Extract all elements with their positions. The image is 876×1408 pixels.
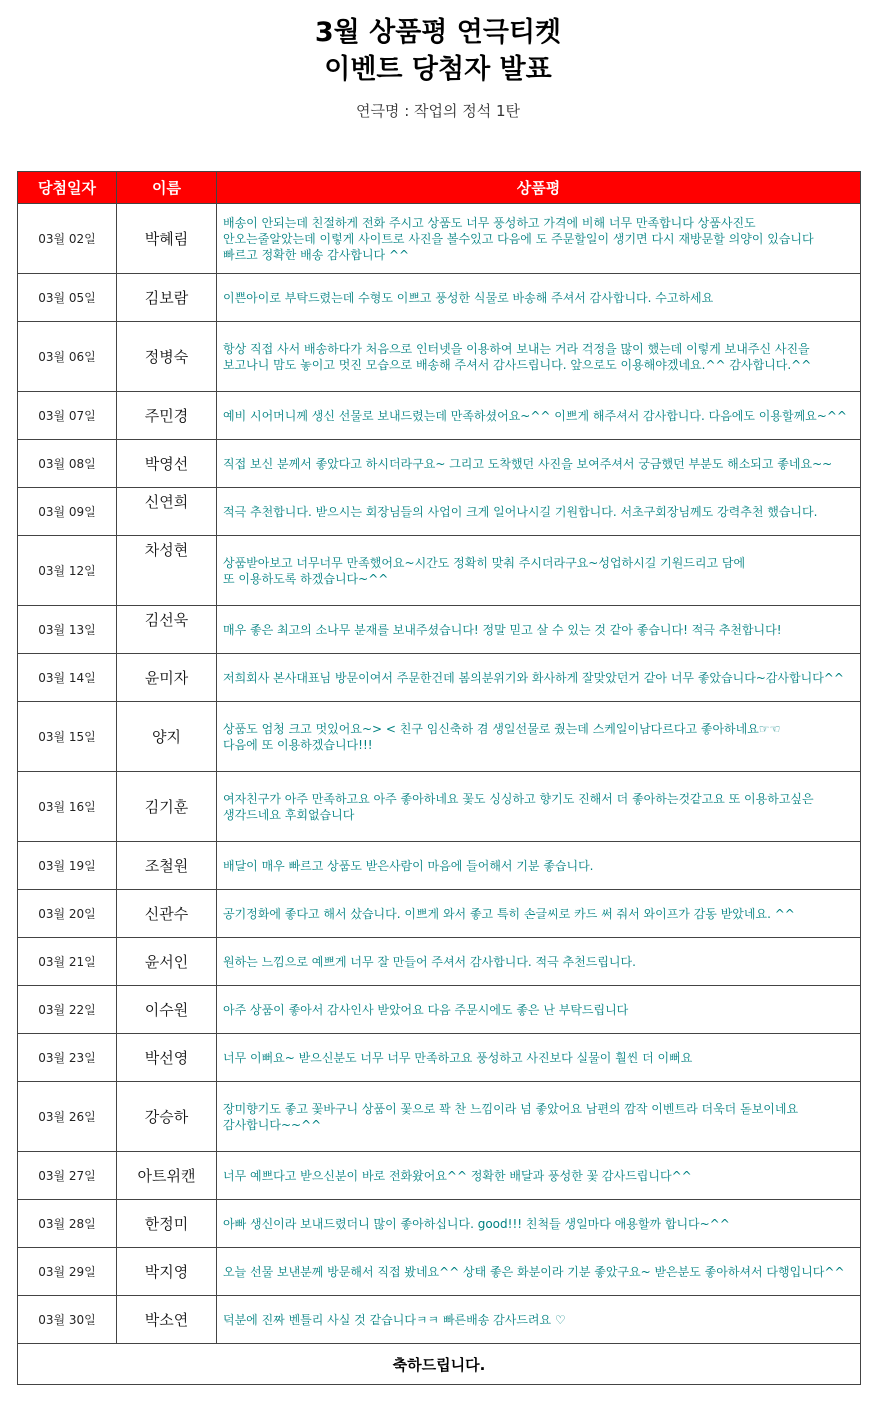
winner-name: 이수원 [117, 986, 217, 1034]
win-date: 03월 15일 [18, 702, 117, 772]
page-title-line1: 3월 상품평 연극티켓 [314, 17, 562, 48]
review-text: 오늘 선물 보낸분께 방문해서 직접 봤네요^^ 상태 좋은 화분이라 기분 좋았구요~ 받은분도 좋아하셔서 다행입니다^^ [217, 1248, 861, 1296]
win-date: 03월 09일 [18, 488, 117, 536]
table-row [18, 392, 861, 440]
header-date: 당첨일자 [18, 172, 117, 204]
table-row [18, 440, 861, 488]
win-date: 03월 07일 [18, 392, 117, 440]
winners-table [17, 171, 861, 1385]
table-row [18, 842, 861, 890]
win-date: 03월 08일 [18, 440, 117, 488]
win-date: 03월 28일 [18, 1200, 117, 1248]
review-text: 배달이 매우 빠르고 상품도 받은사람이 마음에 들어해서 기분 좋습니다. [217, 842, 861, 890]
table-row [18, 772, 861, 842]
table-row [18, 606, 861, 654]
winner-name: 박영선 [117, 440, 217, 488]
winner-name: 박소연 [117, 1296, 217, 1344]
win-date: 03월 26일 [18, 1082, 117, 1152]
review-text: 너무 이뻐요~ 받으신분도 너무 너무 만족하고요 풍성하고 사진보다 실물이 훨씬 더 이뻐요 [217, 1034, 861, 1082]
review-text: 저희회사 본사대표님 방문이여서 주문한건데 봄의분위기와 화사하게 잘맞았던거 같아 너무 좋았습니다~감사합니다^^ [217, 654, 861, 702]
winner-name: 조철원 [117, 842, 217, 890]
win-date: 03월 06일 [18, 322, 117, 392]
win-date: 03월 23일 [18, 1034, 117, 1082]
win-date: 03월 22일 [18, 986, 117, 1034]
winner-name: 양지 [117, 702, 217, 772]
review-text: 공기정화에 좋다고 해서 샀습니다. 이쁘게 와서 좋고 특히 손글씨로 카드 써 줘서 와이프가 감동 받았네요. ^^ [217, 890, 861, 938]
winner-name: 정병숙 [117, 322, 217, 392]
review-text: 항상 직접 사서 배송하다가 처음으로 인터넷을 이용하여 보내는 거라 걱정을 많이 했는데 이렇게 보내주신 사진을 보고나니 맘도 놓이고 멋진 모습으로 배송해 주셔서 감사드립니다. 앞으로도 이용해야겠네요.^^ 감사합니다.^^ [217, 322, 861, 392]
congratulations-text: 축하드립니다. [18, 1344, 861, 1385]
winner-name: 신연희 [117, 488, 217, 536]
win-date: 03월 14일 [18, 654, 117, 702]
review-text: 여자친구가 아주 만족하고요 아주 좋아하네요 꽃도 싱싱하고 향기도 진해서 더 좋아하는것같고요 또 이용하고싶은 생각드네요 후회없습니다 [217, 772, 861, 842]
table-row [18, 1248, 861, 1296]
win-date: 03월 20일 [18, 890, 117, 938]
review-text: 장미향기도 좋고 꽃바구니 상품이 꽃으로 꽉 찬 느낌이라 넘 좋았어요 남편의 깜작 이벤트라 더욱더 돋보이네요 감사합니다~~^^ [217, 1082, 861, 1152]
win-date: 03월 05일 [18, 274, 117, 322]
winner-name: 한정미 [117, 1200, 217, 1248]
win-date: 03월 02일 [18, 204, 117, 274]
page-title-line2: 이벤트 당첨자 발표 [324, 54, 552, 85]
win-date: 03월 30일 [18, 1296, 117, 1344]
play-name-subtitle: 연극명 : 작업의 정석 1탄 [355, 102, 521, 120]
table-row [18, 322, 861, 392]
review-text: 상품받아보고 너무너무 만족했어요~시간도 정확히 맞춰 주시더라구요~성업하시길 기원드리고 담에 또 이용하도록 하겠습니다~^^ [217, 536, 861, 606]
winner-name: 신관수 [117, 890, 217, 938]
winner-name: 박혜림 [117, 204, 217, 274]
table-row [18, 536, 861, 606]
table-row [18, 938, 861, 986]
table-row [18, 1296, 861, 1344]
win-date: 03월 27일 [18, 1152, 117, 1200]
table-row [18, 488, 861, 536]
winner-name: 주민경 [117, 392, 217, 440]
review-text: 아주 상품이 좋아서 감사인사 받았어요 다음 주문시에도 좋은 난 부탁드립니다 [217, 986, 861, 1034]
review-text: 상품도 엄청 크고 멋있어요~> < 친구 임신축하 겸 생일선물로 줬는데 스케일이남다르다고 좋아하네요☞☜ 다음에 또 이용하겠습니다!!! [217, 702, 861, 772]
table-row [18, 986, 861, 1034]
winner-name: 윤서인 [117, 938, 217, 986]
review-text: 덕분에 진짜 벤틀리 사실 것 같습니다ㅋㅋ 빠른배송 감사드려요 ♡ [217, 1296, 861, 1344]
table-header-row [18, 172, 861, 204]
table-row [18, 1082, 861, 1152]
winner-name: 박선영 [117, 1034, 217, 1082]
review-text: 직접 보신 분께서 좋았다고 하시더라구요~ 그리고 도착했던 사진을 보여주셔서 궁금했던 부분도 해소되고 좋네요~~ [217, 440, 861, 488]
review-text: 너무 예쁘다고 받으신분이 바로 전화왔어요^^ 정확한 배달과 풍성한 꽃 감사드립니다^^ [217, 1152, 861, 1200]
winner-name: 김기훈 [117, 772, 217, 842]
table-row [18, 702, 861, 772]
winner-name: 차성현 [117, 536, 217, 606]
review-text: 적극 추천합니다. 받으시는 회장님들의 사업이 크게 일어나시길 기원합니다. 서초구회장님께도 강력추천 했습니다. [217, 488, 861, 536]
winner-name: 강승하 [117, 1082, 217, 1152]
review-text: 아빠 생신이라 보내드렸더니 많이 좋아하십니다. good!!! 친척들 생일마다 애용할까 합니다~^^ [217, 1200, 861, 1248]
winner-name: 박지영 [117, 1248, 217, 1296]
table-footer-row [18, 1344, 861, 1385]
win-date: 03월 13일 [18, 606, 117, 654]
win-date: 03월 16일 [18, 772, 117, 842]
win-date: 03월 12일 [18, 536, 117, 606]
table-row [18, 654, 861, 702]
table-row [18, 1034, 861, 1082]
win-date: 03월 19일 [18, 842, 117, 890]
table-row [18, 1152, 861, 1200]
win-date: 03월 29일 [18, 1248, 117, 1296]
review-text: 원하는 느낌으로 예쁘게 너무 잘 만들어 주셔서 감사합니다. 적극 추천드립니다. [217, 938, 861, 986]
review-text: 예비 시어머니께 생신 선물로 보내드렸는데 만족하셨어요~^^ 이쁘게 해주셔서 감사합니다. 다음에도 이용할께요~^^ [217, 392, 861, 440]
winner-name: 김선욱 [117, 606, 217, 654]
winner-name: 윤미자 [117, 654, 217, 702]
table-row [18, 1200, 861, 1248]
review-text: 이쁜아이로 부탁드렸는데 수형도 이쁘고 풍성한 식물로 바송해 주셔서 감사합니다. 수고하세요 [217, 274, 861, 322]
table-row [18, 204, 861, 274]
table-row [18, 890, 861, 938]
review-text: 매우 좋은 최고의 소나무 분재를 보내주셨습니다! 정말 믿고 살 수 있는 것 같아 좋습니다! 적극 추천합니다! [217, 606, 861, 654]
header-review: 상품평 [217, 172, 861, 204]
win-date: 03월 21일 [18, 938, 117, 986]
table-body [18, 204, 861, 1344]
table-row [18, 274, 861, 322]
review-text: 배송이 안되는데 친절하게 전화 주시고 상품도 너무 풍성하고 가격에 비해 너무 만족합니다 상품사진도 안오는줄알았는데 이렇게 사이트로 사진을 볼수있고 다음에 도 주문할일이 생기면 다시 재방문할 의양이 있습니다 빠르고 정확한 배송 감사합니다 ^^ [217, 204, 861, 274]
winner-name: 아트위캔 [117, 1152, 217, 1200]
header-name: 이름 [117, 172, 217, 204]
winner-name: 김보람 [117, 274, 217, 322]
